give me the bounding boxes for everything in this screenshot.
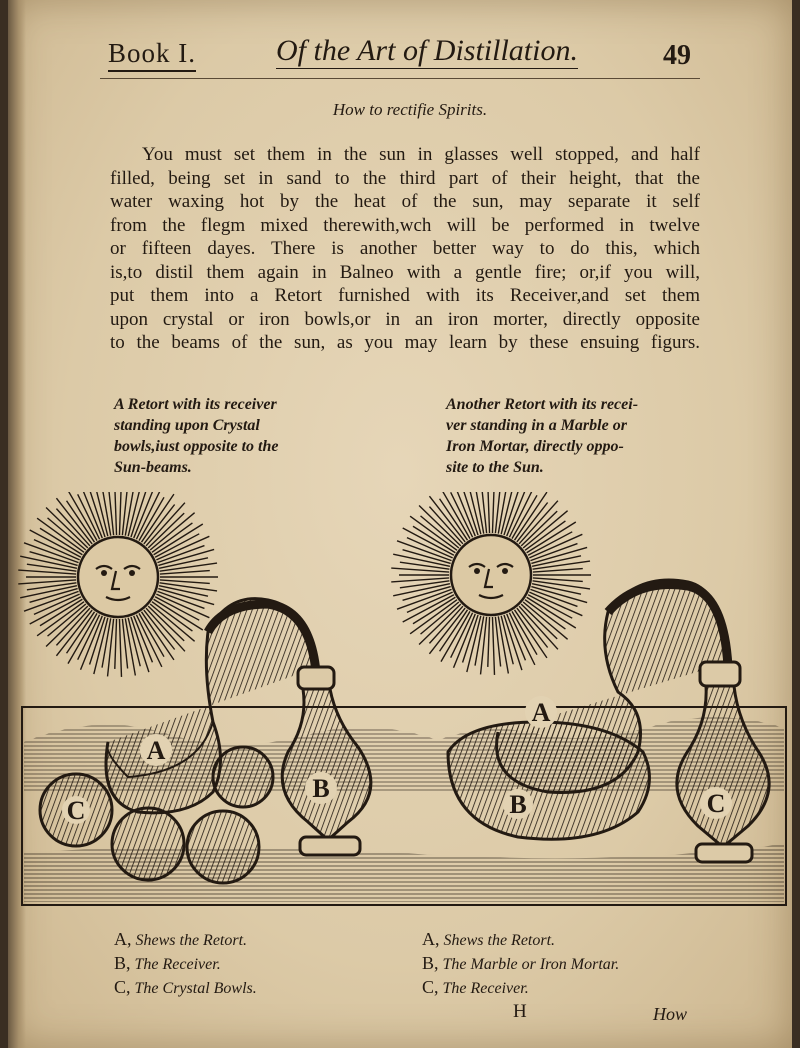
legend-value: Shews the Retort. bbox=[135, 932, 248, 949]
label-left-c: C bbox=[66, 796, 86, 825]
sun-face bbox=[451, 535, 531, 615]
legend-row bbox=[114, 976, 257, 1000]
legend-row bbox=[114, 952, 257, 976]
legend-key: B, bbox=[114, 953, 131, 973]
sun-right bbox=[391, 492, 591, 675]
caption-line: Iron Mortar, directly oppo- bbox=[446, 438, 624, 455]
text-line: filled, being set in sand to the third part of their height, that the bbox=[110, 167, 700, 189]
legend-right bbox=[422, 928, 619, 1000]
text-line: upon crystal or iron bowls,or in an iron morter, directly opposite bbox=[110, 308, 700, 330]
legend-value: The Receiver. bbox=[442, 980, 529, 997]
caption-line: bowls,iust opposite to the bbox=[114, 438, 279, 455]
caption-line: standing upon Crystal bbox=[114, 417, 260, 434]
legend-row bbox=[422, 928, 619, 952]
label-left-b: B bbox=[312, 774, 330, 803]
caption-line: Another Retort with its recei- bbox=[446, 396, 639, 413]
legend-key: C, bbox=[422, 977, 439, 997]
text-line: put them into a Retort furnished with its Receiver,and set them bbox=[110, 285, 700, 306]
caption-line: Sun-beams. bbox=[114, 459, 192, 476]
text-line: water waxing hot by the heat of the sun, may separate it self bbox=[110, 191, 700, 212]
running-header bbox=[8, 30, 792, 80]
legend-key: A, bbox=[114, 929, 132, 949]
signature-mark: H bbox=[513, 1001, 527, 1022]
caption-line: ver standing in a Marble or bbox=[446, 417, 627, 434]
header-rule bbox=[100, 78, 700, 79]
legend-value: The Marble or Iron Mortar. bbox=[442, 956, 620, 973]
receiver-left bbox=[282, 667, 371, 855]
legend-value: The Crystal Bowls. bbox=[134, 980, 257, 997]
text-line: or fifteen dayes. There is another better way to do this, which bbox=[110, 238, 700, 259]
caption-line: A Retort with its receiver bbox=[114, 396, 277, 413]
book-label: Book I. bbox=[108, 38, 196, 72]
text-line: to the beams of the sun, as you may learn by these ensuing figurs. bbox=[110, 332, 700, 353]
legend-value: Shews the Retort. bbox=[443, 932, 556, 949]
caption-line: site to the Sun. bbox=[446, 459, 544, 476]
catchword: How bbox=[653, 1004, 688, 1024]
legend-value: The Receiver. bbox=[134, 956, 221, 973]
page-number: 49 bbox=[663, 40, 691, 71]
legend-row bbox=[114, 928, 257, 952]
text-line: from the flegm mixed therewith,wch will be performed in twelve bbox=[110, 214, 700, 236]
sun-left bbox=[18, 492, 218, 677]
label-right-c: C bbox=[706, 789, 726, 818]
label-right-b: B bbox=[509, 790, 527, 819]
section-heading: How to rectifie Spirits. bbox=[332, 100, 488, 119]
legend-key: A, bbox=[422, 929, 440, 949]
label-right-a: A bbox=[531, 698, 551, 727]
legend-key: C, bbox=[114, 977, 131, 997]
legend-row bbox=[422, 976, 619, 1000]
label-left-a: A bbox=[146, 736, 166, 765]
legend-key: B, bbox=[422, 953, 439, 973]
caption-right bbox=[446, 394, 706, 478]
legend-row bbox=[422, 952, 619, 976]
book-page bbox=[8, 0, 792, 1048]
text-line: You must set them in the sun in glasses well stopped, and half bbox=[142, 144, 700, 165]
woodcut-illustration bbox=[18, 492, 792, 912]
receiver-right bbox=[677, 662, 769, 862]
text-line: is,to distil them again in Balneo with a gentle fire; or,if you will, bbox=[110, 261, 700, 283]
sun-face bbox=[78, 537, 158, 617]
body-paragraph bbox=[110, 143, 700, 355]
legend-left bbox=[114, 928, 257, 1000]
caption-left bbox=[114, 394, 344, 478]
running-title: Of the Art of Distillation. bbox=[276, 34, 578, 67]
